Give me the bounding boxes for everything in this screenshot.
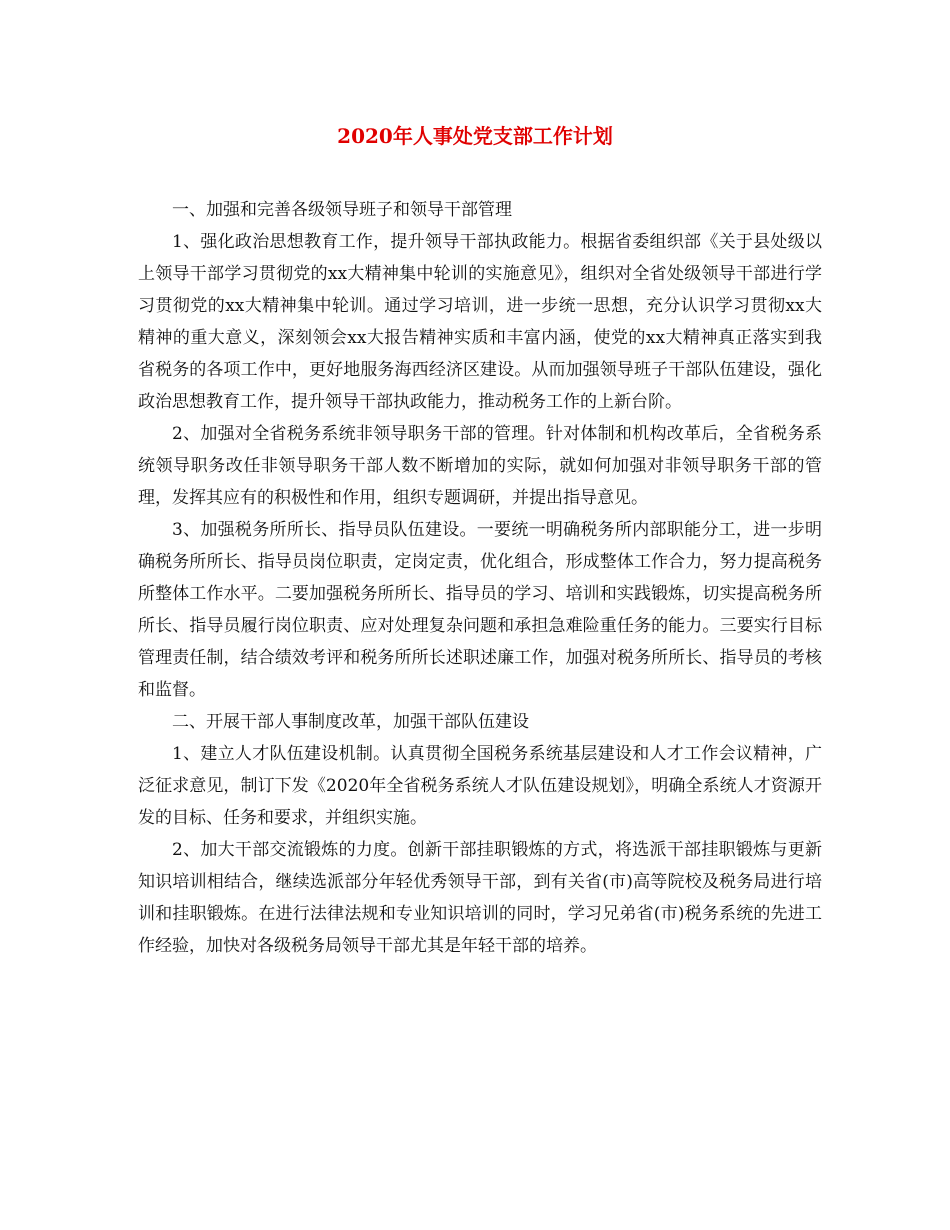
paragraph-1-1: 1、强化政治思想教育工作，提升领导干部执政能力。根据省委组织部《关于县处级以上领导干部学习贯彻党的xx大精神集中轮训的实施意见》，组织对全省处级领导干部进行学习贯彻党的xx大精神集中轮训。通过学习培训，进一步统一思想，充分认识学习贯彻xx大精神的重大意义，深刻领会xx大报告精神实质和丰富内涵，使党的xx大精神真正落实到我省税务的各项工作中，更好地服务海西经济区建设。从而加强领导班子干部队伍建设，强化政治思想教育工作，提升领导干部执政能力，推动税务工作的上新台阶。 xyxy=(138,232,822,412)
document-body xyxy=(138,194,822,962)
paragraph-2-1: 1、建立人才队伍建设机制。认真贯彻全国税务系统基层建设和人才工作会议精神，广泛征求意见，制订下发《2020年全省税务系统人才队伍建设规划》，明确全系统人才资源开发的目标、任务和要求，并组织实施。 xyxy=(138,744,822,828)
section-heading-1: 一、加强和完善各级领导班子和领导干部管理 xyxy=(172,200,512,220)
document-title: 2020年人事处党支部工作计划 xyxy=(337,124,613,148)
section-heading-2: 二、开展干部人事制度改革，加强干部队伍建设 xyxy=(172,712,529,732)
paragraph-2-2: 2、加大干部交流锻炼的力度。创新干部挂职锻炼的方式，将选派干部挂职锻炼与更新知识培训相结合，继续选派部分年轻优秀领导干部，到有关省(市)高等院校及税务局进行培训和挂职锻炼。在进行法律法规和专业知识培训的同时，学习兄弟省(市)税务系统的先进工作经验，加快对各级税务局领导干部尤其是年轻干部的培养。 xyxy=(138,840,822,956)
paragraph-1-2: 2、加强对全省税务系统非领导职务干部的管理。针对体制和机构改革后，全省税务系统领导职务改任非领导职务干部人数不断增加的实际，就如何加强对非领导职务干部的管理，发挥其应有的积极性和作用，组织专题调研，并提出指导意见。 xyxy=(138,424,822,508)
paragraph-1-3: 3、加强税务所所长、指导员队伍建设。一要统一明确税务所内部职能分工，进一步明确税务所所长、指导员岗位职责，定岗定责，优化组合，形成整体工作合力，努力提高税务所整体工作水平。二要加强税务所所长、指导员的学习、培训和实践锻炼，切实提高税务所所长、指导员履行岗位职责、应对处理复杂问题和承担急难险重任务的能力。三要实行目标管理责任制，结合绩效考评和税务所所长述职述廉工作，加强对税务所所长、指导员的考核和监督。 xyxy=(138,520,822,700)
